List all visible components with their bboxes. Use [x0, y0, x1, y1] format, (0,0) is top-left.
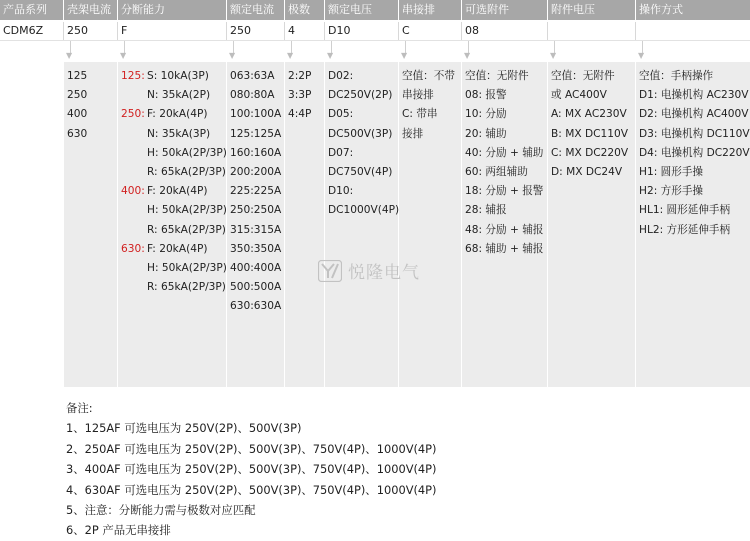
breaking-capacity-option: [121, 163, 226, 182]
arrow-down-icon: ▼: [464, 51, 471, 60]
header-frame-current: 壳架电流: [64, 0, 117, 20]
arrow-down-icon: ▼: [638, 51, 645, 60]
header-breaking-capacity: 分断能力: [118, 0, 226, 20]
breaking-capacity-text: H: 50kA(2P/3P): [147, 261, 227, 274]
rated-current-option: 160:160A: [230, 146, 282, 159]
header-rated-voltage: 额定电压: [325, 0, 398, 20]
brand-logo-icon: [318, 260, 342, 282]
breaking-capacity-text: F: 20kA(4P): [147, 242, 208, 255]
watermark: [318, 258, 420, 283]
accessory-option: 60: 两组辅助: [465, 165, 528, 178]
breaking-capacity-option: [121, 278, 226, 297]
breaking-capacity-text: N: 35kA(3P): [147, 127, 211, 140]
breaking-capacity-option: [121, 144, 226, 163]
header-accessories: 可选附件: [462, 0, 547, 20]
rated-current-option: 100:100A: [230, 108, 282, 121]
value-frame-current: 250: [64, 22, 117, 40]
breaking-capacity-option: [121, 182, 226, 201]
rated-voltage-option: D02:: [328, 70, 354, 82]
panel-busbar: [399, 62, 461, 387]
breaking-capacity-option: [121, 67, 226, 86]
breaking-capacity-option: [121, 86, 226, 105]
arrow-down-icon: ▼: [229, 51, 236, 60]
rated-voltage-option: DC1000V(4P): [328, 204, 400, 217]
rated-current-option: 225:225A: [230, 185, 282, 198]
panel-frame-current: [64, 62, 117, 387]
arrow-down-icon: ▼: [120, 51, 127, 60]
operation-option: D4: 电操机构 DC220V: [639, 146, 750, 159]
operation-option: H2: 方形手操: [639, 185, 704, 198]
frame-label: 400:: [121, 185, 145, 198]
value-product-series: CDM6Z: [0, 22, 63, 40]
panel-poles: [285, 62, 324, 387]
operation-option: D2: 电操机构 AC400V: [639, 108, 749, 121]
frame-label: 125:: [121, 70, 145, 82]
watermark-text: 悦隆电气: [348, 263, 420, 283]
operation-option: D3: 电操机构 DC110V: [639, 127, 750, 140]
panel-rated-current: [227, 62, 284, 387]
breaking-capacity-option: [121, 259, 226, 278]
poles-option: 4:4P: [288, 108, 312, 121]
note-item: 3、400AF 可选电压为 250V(2P)、500V(3P)、750V(4P)、1000V(4P): [66, 462, 437, 477]
rated-current-option: 080:80A: [230, 89, 275, 102]
rated-current-option: 063:63A: [230, 70, 275, 82]
rated-current-option: 250:250A: [230, 204, 282, 217]
breaking-capacity-text: F: 20kA(4P): [147, 108, 208, 121]
accessory-option: 08: 报警: [465, 89, 507, 102]
accessory-option: 10: 分励: [465, 108, 507, 121]
rated-voltage-option: D05:: [328, 108, 354, 121]
operation-option: HL2: 方形延伸手柄: [639, 223, 731, 236]
accessory-option: 68: 辅助 + 辅报: [465, 242, 544, 255]
note-item: 5、注意：分断能力需与极数对应匹配: [66, 502, 256, 517]
rated-current-option: 200:200A: [230, 165, 282, 178]
breaking-capacity-text: S: 10kA(3P): [147, 70, 209, 82]
frame-current-option: 400: [67, 108, 88, 121]
busbar-option: C: 带串: [402, 108, 438, 121]
panel-accessory-voltage: [548, 62, 635, 387]
rated-current-option: 630:630A: [230, 300, 282, 313]
arrow-down-icon: ▼: [287, 51, 294, 60]
breaking-capacity-option: [121, 201, 226, 220]
rated-current-option: 125:125A: [230, 127, 282, 140]
rated-current-option: 500:500A: [230, 281, 282, 294]
value-accessory-voltage: [548, 22, 635, 40]
operation-option: D1: 电操机构 AC230V: [639, 89, 749, 102]
frame-label: 630:: [121, 242, 145, 255]
arrow-down-icon: ▼: [401, 51, 408, 60]
rated-current-option: 315:315A: [230, 223, 282, 236]
panel-breaking-capacity: [118, 62, 226, 387]
operation-option: 空值：手柄操作: [639, 70, 714, 82]
poles-option: 2:2P: [288, 70, 312, 82]
rated-current-option: 350:350A: [230, 242, 282, 255]
accessory-option: 18: 分励 + 报警: [465, 185, 544, 198]
value-poles: 4: [285, 22, 324, 40]
value-breaking-capacity: F: [118, 22, 226, 40]
breaking-capacity-text: N: 35kA(2P): [147, 89, 211, 102]
operation-option: HL1: 圆形延伸手柄: [639, 204, 731, 217]
header-product-series: 产品系列: [0, 0, 63, 20]
value-operation: [636, 22, 750, 40]
note-item: 6、2P 产品无串接排: [66, 523, 171, 538]
accessory-option: 40: 分励 + 辅助: [465, 146, 544, 159]
breaking-capacity-text: H: 50kA(2P/3P): [147, 204, 227, 217]
note-item: 2、250AF 可选电压为 250V(2P)、500V(3P)、750V(4P)、1000V(4P): [66, 441, 437, 456]
header-rated-current: 额定电流: [227, 0, 284, 20]
breaking-capacity-option: [121, 105, 226, 124]
value-rated-current: 250: [227, 22, 284, 40]
accessory-voltage-option: D: MX DC24V: [551, 165, 623, 178]
accessory-option: 20: 辅助: [465, 127, 507, 140]
arrow-down-icon: ▼: [66, 51, 73, 60]
header-poles: 极数: [285, 0, 324, 20]
breaking-capacity-text: R: 65kA(2P/3P): [147, 165, 226, 178]
accessory-voltage-option: B: MX DC110V: [551, 127, 628, 140]
accessory-voltage-option: A: MX AC230V: [551, 108, 627, 121]
busbar-option: 接排: [402, 127, 424, 140]
panel-operation: [636, 62, 750, 387]
frame-label: 250:: [121, 108, 145, 121]
value-accessories: 08: [462, 22, 547, 40]
rated-voltage-option: DC250V(2P): [328, 89, 393, 102]
breaking-capacity-option: [121, 240, 226, 259]
value-busbar: C: [399, 22, 461, 40]
accessory-voltage-option: 或 AC400V: [551, 89, 607, 102]
note-item: 1、125AF 可选电压为 250V(2P)、500V(3P): [66, 421, 302, 436]
rated-voltage-option: D07:: [328, 146, 354, 159]
header-busbar: 串接排: [399, 0, 461, 20]
notes: [66, 398, 437, 541]
operation-option: H1: 圆形手操: [639, 165, 704, 178]
arrow-down-icon: ▼: [327, 51, 334, 60]
arrow-down-icon: ▼: [550, 51, 557, 60]
rated-current-option: 400:400A: [230, 261, 282, 274]
note-item: 4、630AF 可选电压为 250V(2P)、500V(3P)、750V(4P)、1000V(4P): [66, 482, 437, 497]
breaking-capacity-text: R: 65kA(2P/3P): [147, 281, 226, 294]
breaking-capacity-text: R: 65kA(2P/3P): [147, 223, 226, 236]
accessory-option: 空值：无附件: [465, 70, 529, 82]
frame-current-option: 125: [67, 70, 88, 82]
breaking-capacity-text: H: 50kA(2P/3P): [147, 146, 227, 159]
panel-rated-voltage: [325, 62, 398, 387]
accessory-voltage-option: 空值：无附件: [551, 70, 615, 82]
poles-option: 3:3P: [288, 89, 312, 102]
busbar-option: 空值：不带: [402, 70, 455, 82]
notes-title: 备注:: [66, 401, 93, 415]
breaking-capacity-option: [121, 125, 226, 144]
frame-current-option: 250: [67, 89, 88, 102]
accessory-option: 28: 辅报: [465, 204, 507, 217]
header-operation: 操作方式: [636, 0, 750, 20]
accessory-voltage-option: C: MX DC220V: [551, 146, 629, 159]
accessory-option: 48: 分励 + 辅报: [465, 223, 544, 236]
rated-voltage-option: D10:: [328, 185, 354, 198]
breaking-capacity-text: F: 20kA(4P): [147, 185, 208, 198]
value-rated-voltage: D10: [325, 22, 398, 40]
rated-voltage-option: DC750V(4P): [328, 165, 393, 178]
breaking-capacity-option: [121, 221, 226, 240]
panel-accessories: [462, 62, 547, 387]
busbar-option: 串接排: [402, 89, 434, 102]
header-accessory-voltage: 附件电压: [548, 0, 635, 20]
rated-voltage-option: DC500V(3P): [328, 127, 393, 140]
frame-current-option: 630: [67, 127, 88, 140]
